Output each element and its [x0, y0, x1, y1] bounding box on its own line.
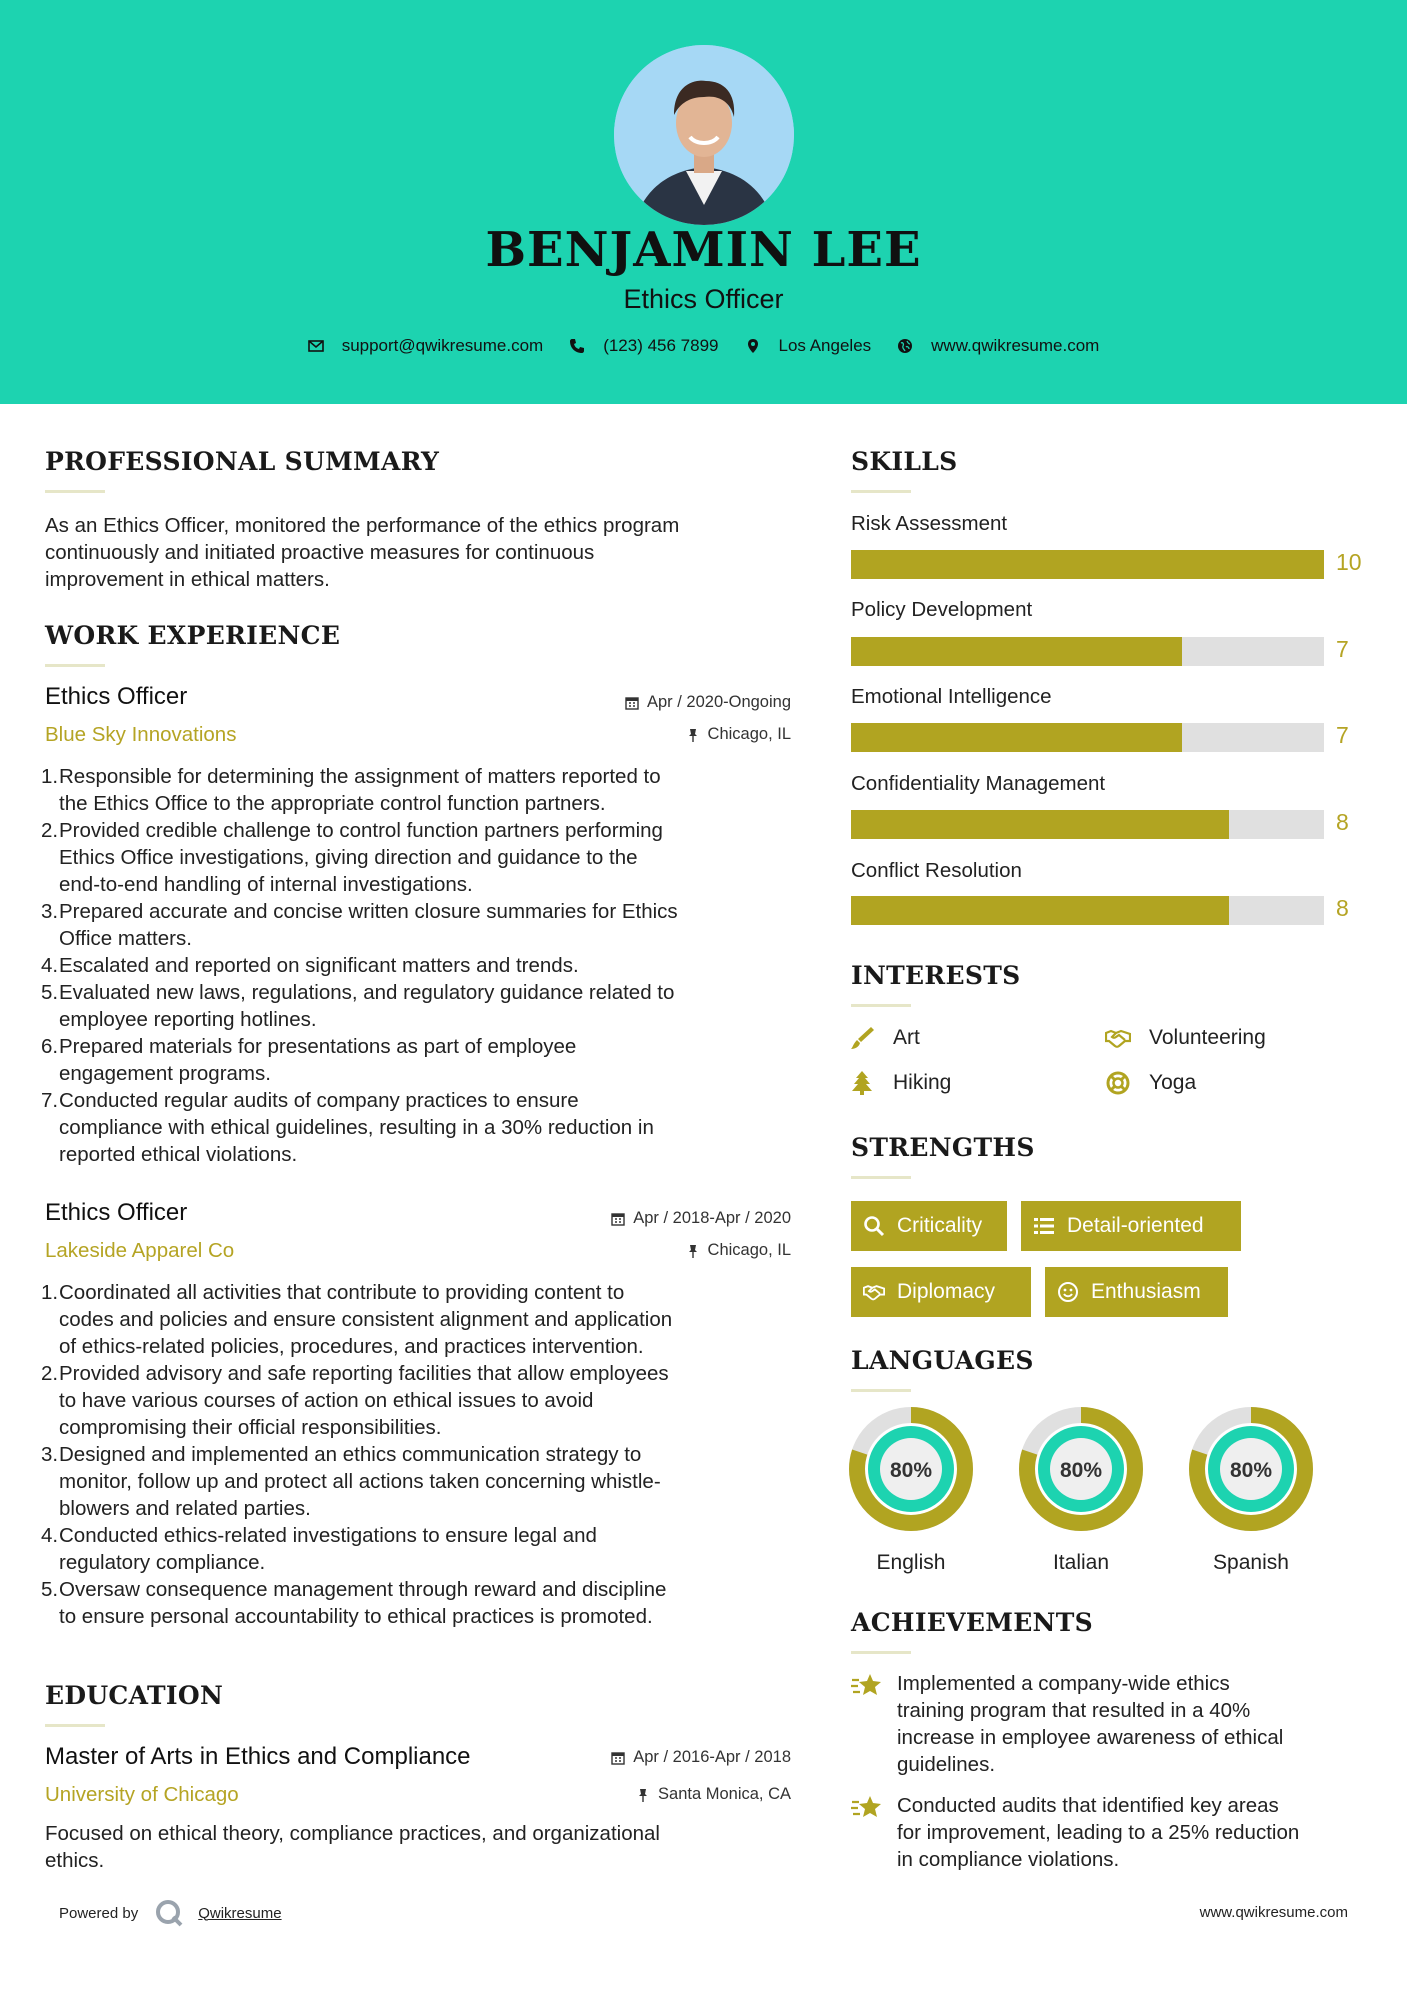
search-icon: [863, 1215, 885, 1237]
interest-item: [849, 1070, 951, 1096]
globe-icon: [897, 338, 913, 354]
language-item: [1189, 1407, 1313, 1575]
handshake-icon: [863, 1281, 885, 1303]
skill-name: Confidentiality Management: [851, 772, 1106, 795]
job-company: Blue Sky Innovations: [45, 723, 237, 746]
pin-icon: [686, 1244, 700, 1258]
language-ring: [1189, 1407, 1313, 1531]
strength-tag: [1045, 1267, 1228, 1317]
job-location-text: Chicago, IL: [707, 1241, 791, 1259]
candidate-role: Ethics Officer: [623, 284, 784, 314]
star-award-icon: [851, 1794, 883, 1822]
language-percent: 80%: [889, 1459, 933, 1482]
skill-bar: [851, 810, 1324, 839]
language-item: [1019, 1407, 1143, 1575]
skill-bar: [851, 723, 1324, 752]
education-dates: [500, 1748, 791, 1767]
strength-tag: [851, 1267, 1031, 1317]
job-dates-text: Apr / 2018-Apr / 2020: [633, 1209, 791, 1227]
list-item: 3. Prepared accurate and concise written closure summaries for Ethics Office matters.: [41, 900, 678, 950]
list-item: 2. Provided advisory and safe reporting facilities that allow employees to have various courses of action on ethical issues to avoid compromising their official responsibilities.: [41, 1362, 669, 1439]
achievement-line: training program that resulted in a 40%: [897, 1699, 1251, 1722]
skill-value: 8: [1336, 809, 1349, 835]
skill-name: Conflict Resolution: [851, 859, 1022, 882]
smile-icon: [1057, 1281, 1079, 1303]
calendar-icon: [611, 1212, 625, 1226]
list-item: 5. Oversaw consequence management through reward and discipline to ensure personal accountability to ethical practices is promoted.: [41, 1578, 667, 1628]
job-dates-text: Apr / 2020-Ongoing: [646, 693, 791, 711]
job-duties: [41, 763, 801, 1168]
list-item: 3. Designed and implemented an ethics communication strategy to monitor, follow up and protect all actions taken concerning whistle- blowers and related parties.: [41, 1443, 661, 1520]
footer-url[interactable]: www.qwikresume.com: [1199, 1904, 1348, 1921]
achievement-line: increase in employee awareness of ethical: [897, 1726, 1284, 1749]
interest-label: Volunteering: [1149, 1026, 1266, 1049]
list-item: 4. Escalated and reported on significant matters and trends.: [41, 954, 579, 977]
job-duties: [41, 1279, 801, 1630]
summary-line: As an Ethics Officer, monitored the performance of the ethics program: [45, 514, 680, 537]
list-item: 6. Prepared materials for presentations as part of employee engagement programs.: [41, 1035, 577, 1085]
skill-bar-fill: [851, 550, 1324, 579]
skill-value: 7: [1336, 722, 1349, 748]
skill-name: Emotional Intelligence: [851, 685, 1052, 708]
skills-heading-rule: [851, 490, 911, 493]
achievement-text: [897, 1670, 1283, 1778]
interest-item: [1105, 1025, 1266, 1051]
job-title: Ethics Officer: [45, 683, 188, 710]
contact-location-text: Los Angeles: [778, 336, 872, 355]
summary-line: continuously and initiated proactive measures for continuous: [45, 541, 595, 564]
education-line: Focused on ethical theory, compliance practices, and organizational: [45, 1822, 660, 1845]
phone-icon: [569, 338, 585, 354]
contact-bar: [0, 336, 1407, 356]
achievement-text: [897, 1792, 1299, 1873]
achievement-line: Conducted audits that identified key areas: [897, 1794, 1279, 1817]
degree-title: Master of Arts in Ethics and Compliance: [45, 1743, 471, 1770]
strengths-heading: STRENGTHS: [851, 1133, 1035, 1162]
languages-heading-rule: [851, 1389, 911, 1392]
education-location-text: Santa Monica, CA: [658, 1785, 791, 1803]
brand-link[interactable]: Qwikresume: [198, 1904, 282, 1922]
paintbrush-icon: [849, 1025, 875, 1051]
tree-icon: [849, 1070, 875, 1096]
interest-label: Art: [893, 1026, 920, 1049]
skill-value: 8: [1336, 895, 1349, 921]
interest-label: Hiking: [893, 1071, 952, 1094]
footer-powered-by: [59, 1898, 282, 1928]
interest-item: [849, 1025, 920, 1051]
language-name: Italian: [1052, 1551, 1110, 1574]
education-description: [45, 1820, 805, 1874]
achievements-heading-rule: [851, 1651, 911, 1654]
skill-bar-fill: [851, 637, 1182, 666]
list-item: 1. Coordinated all activities that contribute to providing content to codes and policies and ensure consistent alignment and application of ethics-related policies, procedures, and practices intervention.: [41, 1281, 673, 1358]
resume-header: [0, 0, 1407, 404]
skill-name: Risk Assessment: [851, 512, 1008, 535]
work-heading: WORK EXPERIENCE: [45, 621, 341, 650]
language-percent: 80%: [1059, 1459, 1103, 1482]
list-item: 5. Evaluated new laws, regulations, and regulatory guidance related to employee reporting hotlines.: [41, 981, 675, 1031]
skills-heading: SKILLS: [851, 447, 958, 476]
calendar-icon: [611, 1751, 625, 1765]
qwikresume-logo-icon: [154, 1898, 184, 1928]
contact-website-text: www.qwikresume.com: [931, 336, 1100, 355]
skill-bar-fill: [851, 723, 1182, 752]
interests-heading-rule: [851, 1004, 911, 1007]
pin-icon: [686, 728, 700, 742]
education-heading: EDUCATION: [45, 1681, 224, 1710]
achievement-line: guidelines.: [897, 1753, 996, 1776]
job-location: [500, 1241, 791, 1260]
contact-website[interactable]: [897, 336, 1099, 356]
language-ring: [1019, 1407, 1143, 1531]
school-name: University of Chicago: [45, 1783, 239, 1806]
language-percent: 80%: [1229, 1459, 1273, 1482]
job-title: Ethics Officer: [45, 1199, 188, 1226]
language-ring: [849, 1407, 973, 1531]
interests-heading: INTERESTS: [851, 961, 1021, 990]
language-name: English: [876, 1551, 946, 1574]
summary-heading-rule: [45, 490, 105, 493]
job-location-text: Chicago, IL: [707, 725, 791, 743]
pin-icon: [636, 1788, 650, 1802]
strength-label: Diplomacy: [897, 1280, 996, 1303]
contact-phone-text: (123) 456 7899: [603, 336, 719, 355]
education-dates-text: Apr / 2016-Apr / 2018: [633, 1748, 791, 1766]
interest-label: Yoga: [1149, 1071, 1197, 1094]
education-heading-rule: [45, 1724, 105, 1727]
handshake-icon: [1105, 1025, 1131, 1051]
language-name: Spanish: [1213, 1551, 1289, 1574]
list-item: 2. Provided credible challenge to control function partners performing Ethics Office investigations, giving direction and guidance to the end-to-end handling of internal investigations.: [41, 819, 663, 896]
contact-email-text: support@qwikresume.com: [341, 336, 544, 355]
job-dates: [500, 693, 791, 712]
achievements-heading: ACHIEVEMENTS: [851, 1608, 1093, 1637]
list-icon: [1033, 1215, 1055, 1237]
list-item: 4. Conducted ethics-related investigations to ensure legal and regulatory compliance.: [41, 1524, 597, 1574]
list-item: 7. Conducted regular audits of company practices to ensure compliance with ethical guidelines, resulting in a 30% reduction in reported ethical violations.: [41, 1089, 654, 1166]
contact-location: [745, 336, 872, 356]
achievement-item: [851, 1670, 1283, 1778]
email-icon: [308, 338, 324, 354]
powered-by-label: Powered by: [59, 1904, 139, 1922]
languages-heading: LANGUAGES: [851, 1346, 1034, 1375]
strength-tag: [851, 1201, 1007, 1251]
achievement-line: in compliance violations.: [897, 1848, 1120, 1871]
summary-text: [45, 512, 805, 593]
calendar-icon: [625, 696, 639, 710]
star-award-icon: [851, 1672, 883, 1700]
strength-label: Enthusiasm: [1091, 1280, 1201, 1303]
job-company: Lakeside Apparel Co: [45, 1239, 235, 1262]
skill-name: Policy Development: [851, 598, 1033, 621]
lifebuoy-icon: [1105, 1070, 1131, 1096]
interest-item: [1105, 1070, 1196, 1096]
skill-value: 7: [1336, 636, 1349, 662]
summary-heading: PROFESSIONAL SUMMARY: [45, 447, 440, 476]
contact-email[interactable]: [308, 336, 544, 356]
location-icon: [745, 338, 761, 354]
achievement-line: Implemented a company-wide ethics: [897, 1672, 1230, 1695]
skill-bar: [851, 896, 1324, 925]
skill-bar-fill: [851, 896, 1229, 925]
strength-tag: [1021, 1201, 1241, 1251]
summary-line: improvement in ethical matters.: [45, 568, 330, 591]
profile-photo: [614, 45, 794, 225]
job-location: [500, 725, 791, 744]
achievement-item: [851, 1792, 1299, 1873]
skill-bar: [851, 550, 1324, 579]
candidate-name: BENJAMIN LEE: [485, 222, 922, 278]
language-item: [849, 1407, 973, 1575]
strengths-heading-rule: [851, 1176, 911, 1179]
contact-phone[interactable]: [569, 336, 718, 356]
list-item: 1. Responsible for determining the assignment of matters reported to the Ethics Office to the appropriate control function partners.: [41, 765, 661, 815]
education-location: [500, 1785, 791, 1804]
skill-bar-fill: [851, 810, 1229, 839]
education-line: ethics.: [45, 1849, 105, 1872]
skill-value: 10: [1336, 549, 1362, 575]
achievement-line: for improvement, leading to a 25% reduction: [897, 1821, 1300, 1844]
work-heading-rule: [45, 664, 105, 667]
strength-label: Detail-oriented: [1067, 1214, 1204, 1237]
skill-bar: [851, 637, 1324, 666]
strength-label: Criticality: [897, 1214, 983, 1237]
job-dates: [500, 1209, 791, 1228]
